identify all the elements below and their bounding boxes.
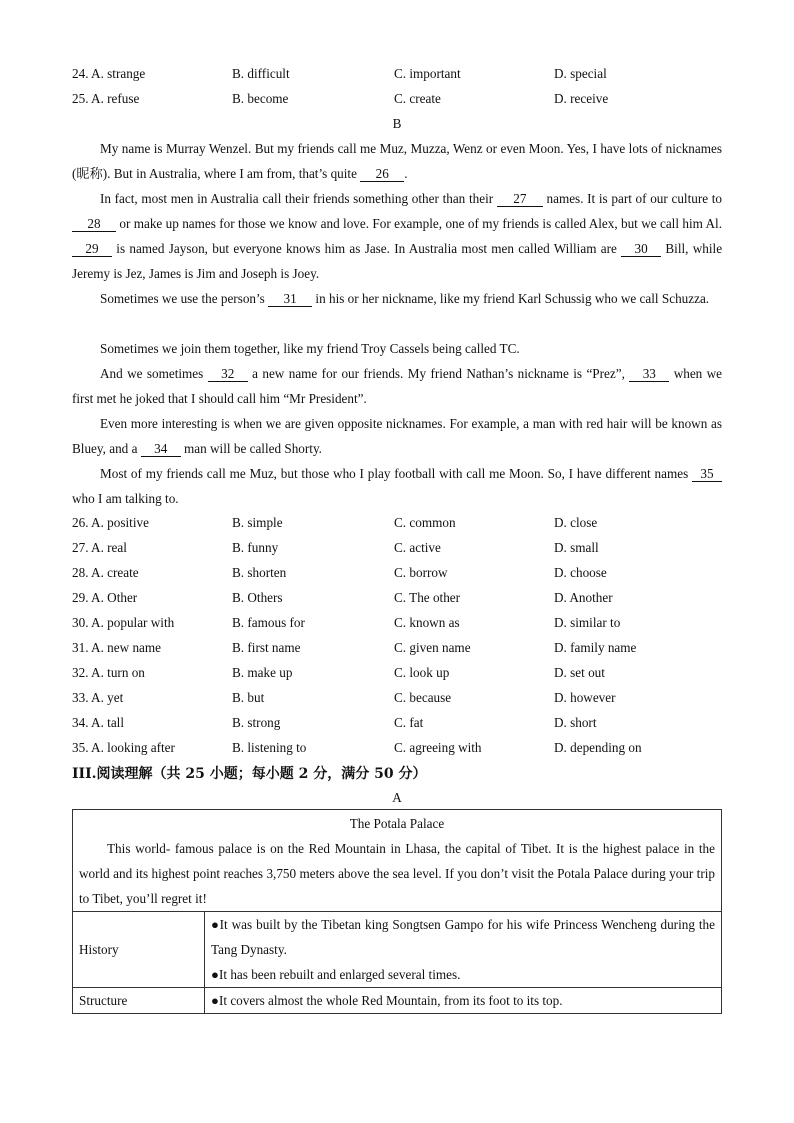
option-a: 35. A. looking after (72, 740, 175, 755)
paragraph-3: Sometimes we use the person’s 31 in his or her nickname, like my friend Karl Schussig who we call Schuzza. (100, 291, 710, 306)
blank-27: 27 (497, 192, 543, 207)
table-title: The Potala Palace (349, 816, 445, 831)
option-d: D. special (554, 66, 607, 81)
question-32 (72, 665, 722, 685)
blank-34: 34 (141, 442, 181, 457)
option-c: C. active (394, 540, 441, 555)
option-d: D. short (554, 715, 597, 730)
history-item-1: ●It was built by the Tibetan king Songtsen Gampo for his wife Princess Wencheng during the Tang Dynasty. (211, 917, 715, 957)
blank-31: 31 (268, 292, 312, 307)
option-c: C. common (394, 515, 456, 530)
question-30 (72, 615, 722, 635)
history-label: History (73, 912, 205, 988)
option-d: D. choose (554, 565, 607, 580)
question-28 (72, 565, 722, 585)
history-item-2: ●It has been rebuilt and enlarged several times. (211, 967, 461, 982)
question-34 (72, 715, 722, 735)
option-a: 29. A. Other (72, 590, 138, 605)
option-a: 27. A. real (72, 540, 127, 555)
option-c: C. look up (394, 665, 450, 680)
question-35 (72, 740, 722, 760)
blank-26: 26 (360, 167, 404, 182)
option-d: D. close (554, 515, 598, 530)
option-d: D. similar to (554, 615, 621, 630)
option-d: D. however (554, 690, 616, 705)
question-24 (72, 66, 722, 86)
potala-palace-table (72, 809, 722, 1014)
question-33 (72, 690, 722, 710)
option-c: C. agreeing with (394, 740, 482, 755)
option-b: B. become (232, 91, 289, 106)
blank-35: 35 (692, 467, 722, 482)
option-b: B. Others (232, 590, 283, 605)
section-b-label: B (392, 116, 402, 131)
option-b: B. shorten (232, 565, 287, 580)
option-c: C. given name (394, 640, 471, 655)
option-d: D. set out (554, 665, 605, 680)
option-c: C. fat (394, 715, 424, 730)
section-a-label: A (392, 790, 402, 805)
option-c: C. because (394, 690, 452, 705)
option-c: C. important (394, 66, 461, 81)
option-c: C. borrow (394, 565, 448, 580)
option-b: B. simple (232, 515, 283, 530)
question-29 (72, 590, 722, 610)
option-a: 30. A. popular with (72, 615, 175, 630)
blank-30: 30 (621, 242, 661, 257)
option-a: 34. A. tall (72, 715, 125, 730)
option-d: D. small (554, 540, 599, 555)
structure-label: Structure (73, 988, 205, 1014)
section-3-title: III.阅读理解（共 25 小题；每小题 2 分，满分 50 分） (72, 766, 427, 782)
option-b: B. make up (232, 665, 293, 680)
question-27 (72, 540, 722, 560)
option-a: 31. A. new name (72, 640, 161, 655)
question-31 (72, 640, 722, 660)
option-c: C. known as (394, 615, 460, 630)
option-b: B. listening to (232, 740, 307, 755)
option-d: D. receive (554, 91, 609, 106)
option-d: D. family name (554, 640, 637, 655)
question-26 (72, 515, 722, 535)
option-d: D. Another (554, 590, 613, 605)
option-b: B. difficult (232, 66, 290, 81)
option-b: B. funny (232, 540, 279, 555)
option-d: D. depending on (554, 740, 642, 755)
option-b: B. strong (232, 715, 281, 730)
paragraph-7: Most of my friends call me Muz, but those who I play football with call me Moon. So, I have different names 35 who I am talking to. (72, 461, 722, 511)
table-intro: This world- famous palace is on the Red Mountain in Lhasa, the capital of Tibet. It is the highest palace in the world and its highest point reaches 3,750 meters above the sea level. If you don’t visit the Potala Palace during your trip to Tibet, you’ll regret it! (79, 841, 715, 906)
blank-29: 29 (72, 242, 112, 257)
paragraph-6: Even more interesting is when we are given opposite nicknames. For example, a man with red hair will be known as Bluey, and a 34 man will be called Shorty. (72, 416, 722, 456)
history-cell (205, 912, 722, 988)
paragraph-1: My name is Murray Wenzel. But my friends call me Muz, Muzza, Wenz or even Moon. Yes, I have lots of nicknames (昵称). But in Australia, where I am from, that’s quite 26 . (72, 141, 722, 181)
table-header-cell (73, 810, 722, 912)
paragraph-4: Sometimes we join them together, like my friend Troy Cassels being called TC. (100, 341, 520, 356)
option-a: 28. A. create (72, 565, 139, 580)
option-a: 33. A. yet (72, 690, 124, 705)
structure-item-1: ●It covers almost the whole Red Mountain, from its foot to its top. (205, 988, 722, 1014)
question-25 (72, 91, 722, 111)
paragraph-5: And we sometimes 32 a new name for our friends. My friend Nathan’s nickname is “Prez”, 33 when we first met he joked that I should call him “Mr President”. (72, 366, 723, 406)
option-c: C. create (394, 91, 441, 106)
option-c: C. The other (394, 590, 461, 605)
option-b: B. famous for (232, 615, 305, 630)
option-a: 26. A. positive (72, 515, 149, 530)
blank-33: 33 (629, 367, 669, 382)
paragraph-2: In fact, most men in Australia call their friends something other than their 27 names. It is part of our culture to 28 or make up names for those we know and love. For example, one of my friends is called Alex, but we call him Al. 29 is named Jayson, but everyone knows him as Jase. In Australia most men called William are 30 Bill, while Jeremy is Jez, James is Jim and Joseph is Joey. (72, 191, 723, 281)
option-a: 25. A. refuse (72, 91, 140, 106)
option-a: 24. A. strange (72, 66, 146, 81)
blank-28: 28 (72, 217, 116, 232)
option-b: B. but (232, 690, 265, 705)
option-a: 32. A. turn on (72, 665, 145, 680)
option-b: B. first name (232, 640, 301, 655)
blank-32: 32 (208, 367, 248, 382)
